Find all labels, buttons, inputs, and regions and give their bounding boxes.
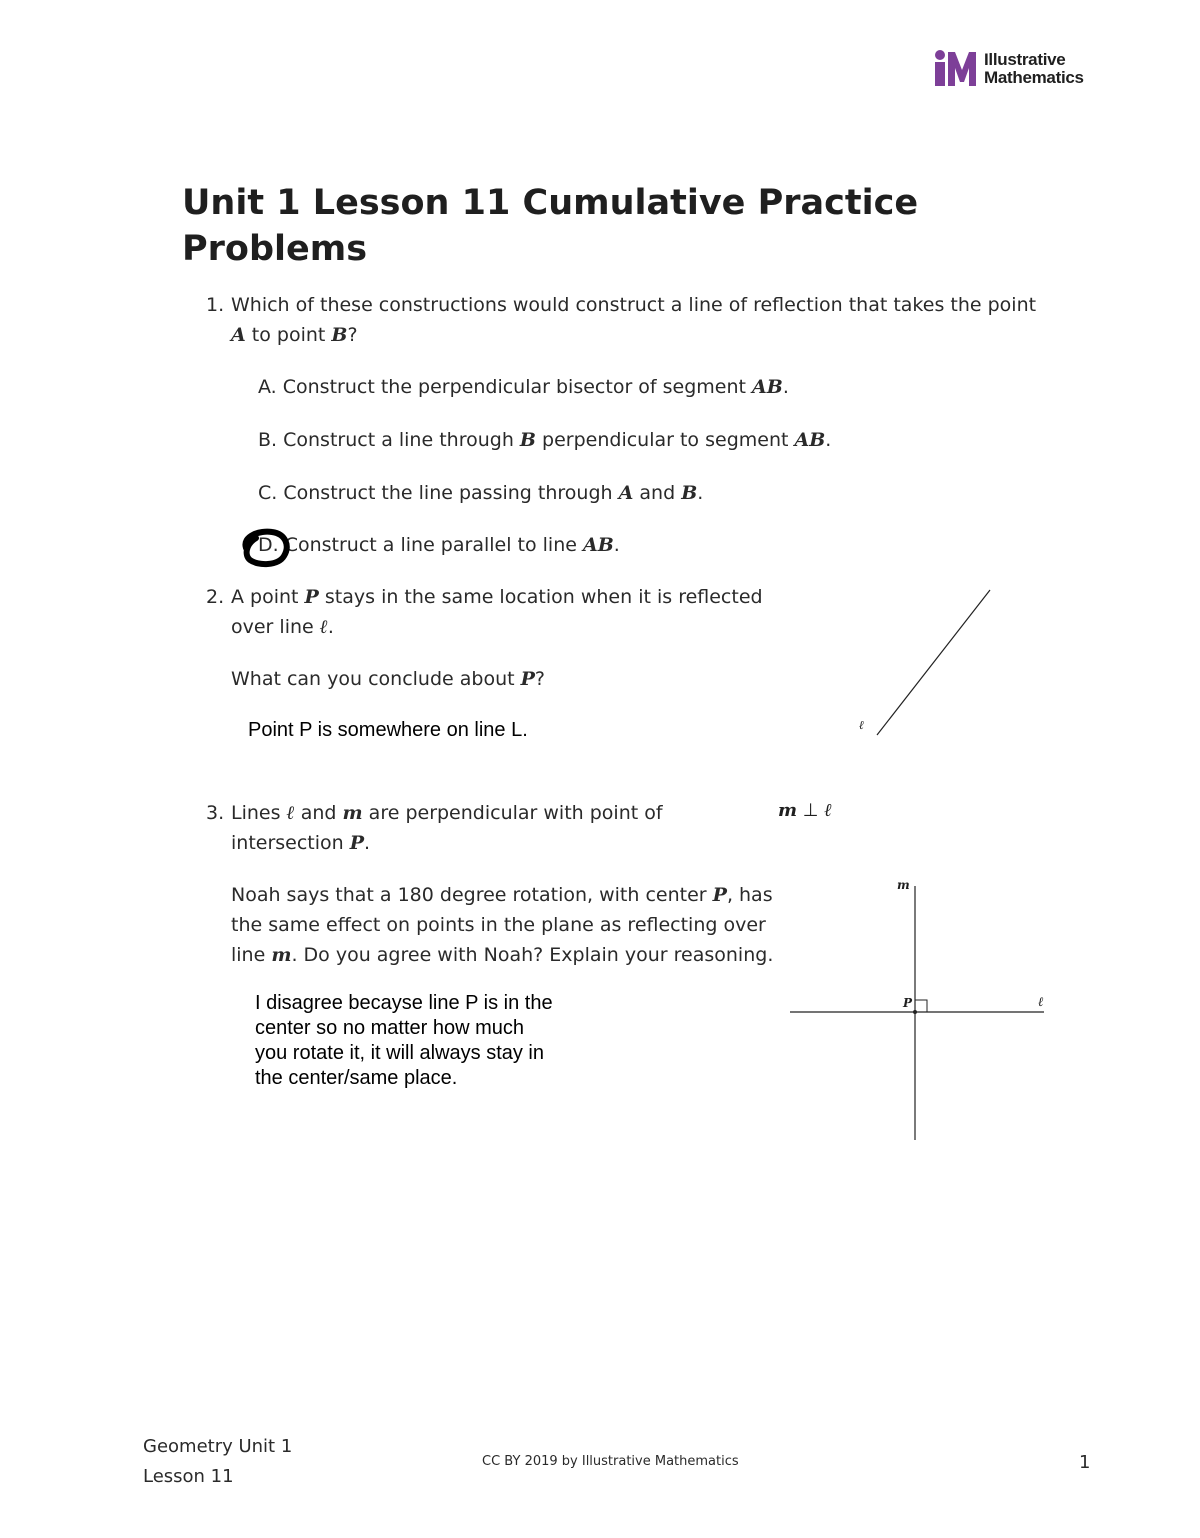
question-number: 2. (206, 586, 225, 608)
answer-circle-mark (238, 526, 298, 570)
footer-course: Geometry Unit 1 (143, 1436, 293, 1457)
diagram-label-p: P (903, 996, 913, 1010)
option-a: A. Construct the perpendicular bisector of segment AB. (258, 376, 789, 398)
question-1 (206, 290, 1086, 350)
option-d: D. Construct a line parallel to line AB. (258, 534, 620, 556)
footer-course-info (143, 1432, 292, 1492)
page-title (182, 180, 982, 272)
logo-mark-icon (932, 48, 980, 88)
line-label: ℓ (859, 718, 865, 732)
diagram-label-l: ℓ (1038, 995, 1044, 1010)
footer-lesson: Lesson 11 (143, 1466, 234, 1487)
question-text: Lines ℓ and m are perpendicular with point of intersection P. (231, 802, 663, 854)
perpendicular-notation: m ⊥ ℓ (778, 800, 832, 821)
question-3-paragraph: Noah says that a 180 degree rotation, with center P, has the same effect on points in the plane as reflecting over line m. Do you agree with Noah? Explain your reasoning. (231, 884, 774, 966)
logo-line1: Illustrative (984, 50, 1066, 69)
page-number: 1 (1079, 1452, 1091, 1473)
logo-line2: Mathematics (984, 68, 1084, 87)
answer-2: Point P is somewhere on line L. (248, 719, 528, 741)
question-2 (206, 582, 806, 642)
question-text: Which of these constructions would construct a line of reflection that takes the point A to point B? (231, 294, 1037, 346)
question-2-prompt: What can you conclude about P? (231, 668, 546, 690)
diagram-label-m: m (897, 878, 910, 892)
perpendicular-lines-diagram (788, 878, 1048, 1148)
option-b: B. Construct a line through B perpendicular to segment AB. (258, 429, 832, 451)
title-line2: Problems (182, 229, 368, 269)
question-number: 3. (206, 802, 225, 824)
question-3 (206, 798, 766, 858)
answer-3: I disagree becayse line P is in the center so no matter how much you rotate it, it will always stay in the center/same place. (255, 992, 553, 1089)
question-text: A point P stays in the same location when it is reflected over line ℓ. (231, 586, 763, 638)
logo (932, 48, 1102, 88)
title-line1: Unit 1 Lesson 11 Cumulative Practice (182, 183, 919, 223)
footer-license: CC BY 2019 by Illustrative Mathematics (482, 1454, 739, 1469)
question-number: 1. (206, 294, 225, 316)
line-l-diagram (850, 585, 1010, 745)
option-c: C. Construct the line passing through A and B. (258, 482, 704, 504)
